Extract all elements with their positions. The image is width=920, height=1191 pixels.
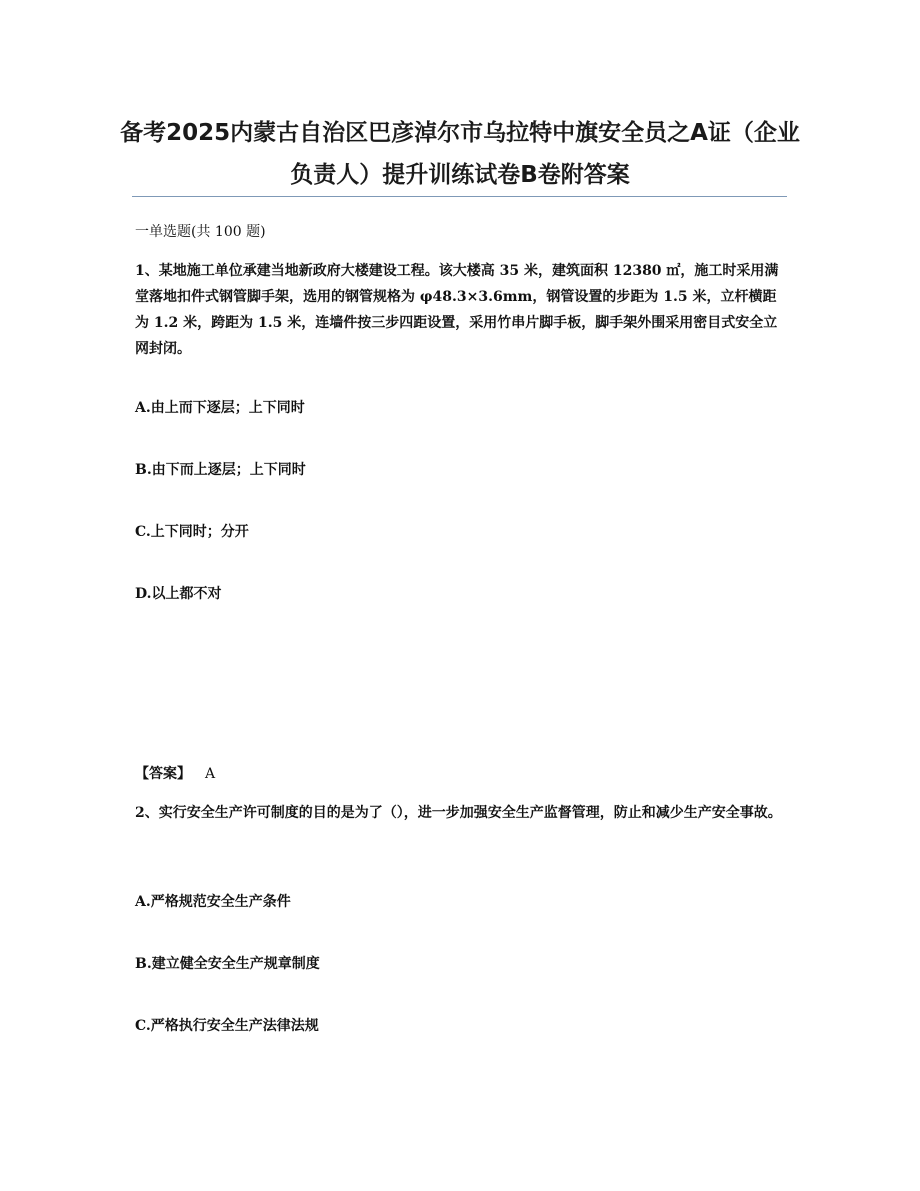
question-2-option-b: B.建立健全安全生产规章制度 <box>135 956 320 972</box>
answer-value: A <box>205 766 216 782</box>
section-heading: 一单选题(共 100 题) <box>135 224 266 240</box>
question-2-option-a: A.严格规范安全生产条件 <box>135 894 291 910</box>
question-1-option-c: C.上下同时；分开 <box>135 524 249 540</box>
question-2-stem: 2、实行安全生产许可制度的目的是为了（），进一步加强安全生产监督管理，防止和减少生产安全事故。 <box>135 805 782 821</box>
question-1-stem: 1、某地施工单位承建当地新政府大楼建设工程。该大楼高 35 米，建筑面积 12380 ㎡，施工时采用满堂落地扣件式钢管脚手架，选用的钢管规格为 φ48.3×3.6mm，钢管设置的步距为 1.5 米，立杆横距为 1.2 米，跨距为 1.5 米，连墙件按三步四距设置，采用竹串片脚手板，脚手架外围采用密目式安全立网封闭。 <box>135 263 779 357</box>
question-2-option-c: C.严格执行安全生产法律法规 <box>135 1018 319 1034</box>
answer-label: 【答案】 <box>135 766 191 782</box>
question-1-option-d: D.以上都不对 <box>135 586 222 602</box>
title-divider <box>132 196 787 197</box>
question-1-answer <box>135 764 215 784</box>
question-1-option-a: A.由上而下逐层；上下同时 <box>135 400 305 416</box>
document-title: 备考2025内蒙古自治区巴彦淖尔市乌拉特中旗安全员之A证（企业负责人）提升训练试卷B卷附答案 <box>120 120 800 188</box>
question-1-option-b: B.由下而上逐层；上下同时 <box>135 462 306 478</box>
